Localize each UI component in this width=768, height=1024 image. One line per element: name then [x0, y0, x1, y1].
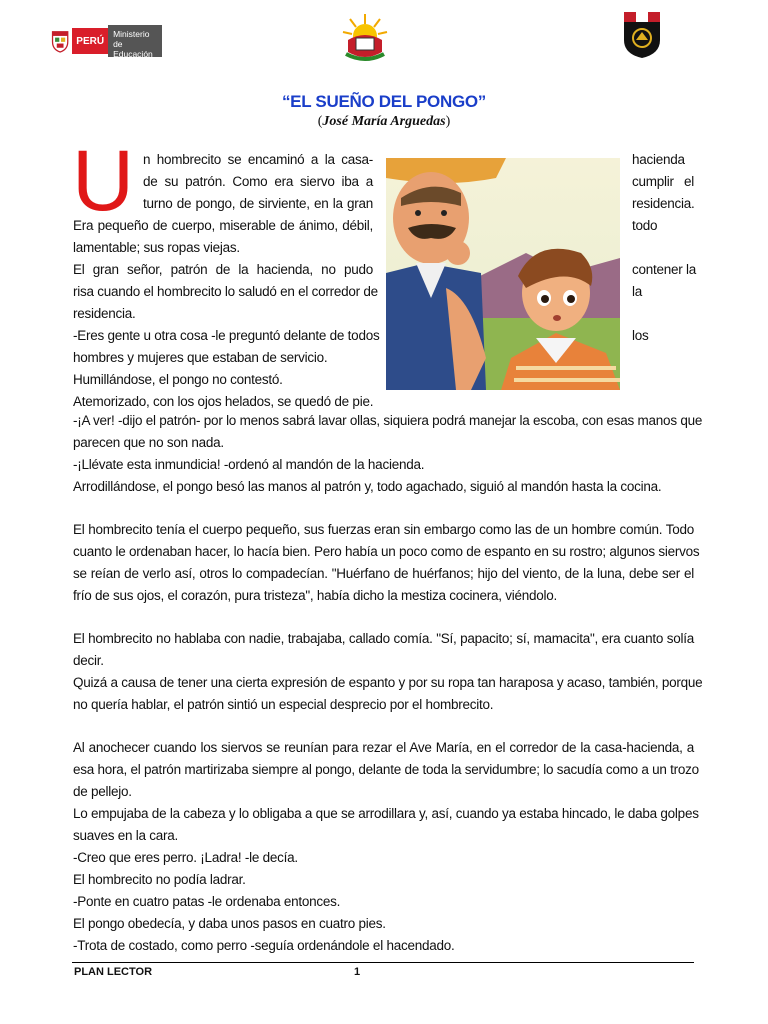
text-line: -Ponte en cuatro patas -le ordenaba entonces. — [73, 894, 341, 909]
text-line: residencia. — [632, 196, 695, 211]
text-line: cumplir el — [632, 174, 694, 189]
text-line: Era pequeño de cuerpo, miserable de ánimo, débil, — [73, 218, 373, 233]
text-line: -¡Llévate esta inmundicia! -ordenó al mandón de la hacienda. — [73, 457, 425, 472]
minedu-logo — [50, 22, 162, 60]
story-author: (José María Arguedas) — [317, 114, 451, 129]
text-line: no quería hablar, el patrón sintió un especial desprecio por el hombrecito. — [73, 697, 494, 712]
text-line: lamentable; sus ropas viejas. — [73, 240, 240, 255]
footer-label: PLAN LECTOR — [74, 966, 153, 978]
text-line: se reían de verlo así, otros lo compadecían. "Huérfano de huérfanos; hijo del viento, de la luna, debe ser el — [73, 566, 694, 581]
page-number: 1 — [354, 966, 361, 978]
text-line: esa hora, el patrón martirizaba siempre al pongo, delante de toda la servidumbre; lo sacudía como a un trozo — [73, 762, 699, 777]
text-line: -Creo que eres perro. ¡Ladra! -le decía. — [73, 850, 298, 865]
peru-label: PERÚ — [72, 28, 108, 54]
ministry-line2: de Educación — [113, 39, 153, 59]
text-line: turno de pongo, de sirviente, en la gran — [143, 196, 373, 211]
text-line: Quizá a causa de tener una cierta expresión de espanto y por su ropa tan haraposa y acaso, también, porque — [73, 675, 703, 690]
text-line: hombres y mujeres que estaban de servicio. — [73, 350, 328, 365]
ministry-line1: Ministerio — [113, 29, 150, 39]
text-line: El hombrecito no podía ladrar. — [73, 872, 246, 887]
text-line: El hombrecito tenía el cuerpo pequeño, sus fuerzas eran sin embargo como las de un hombre común. Todo — [73, 522, 694, 537]
text-line: Arrodillándose, el pongo besó las manos al patrón y, todo agachado, siguió al mandón hasta la cocina. — [73, 479, 662, 494]
text-line: n hombrecito se encaminó a la casa- — [143, 152, 373, 167]
text-line: de pellejo. — [73, 784, 132, 799]
text-line: todo — [632, 218, 658, 233]
text-line: Lo empujaba de la cabeza y lo obligaba a que se arrodillara y, así, cuando ya estaba hincado, le daba golpes — [73, 806, 699, 821]
text-line: Al anochecer cuando los siervos se reunían para rezar el Ave María, en el corredor de la casa-hacienda, a — [73, 740, 694, 755]
footer-rule — [72, 962, 694, 963]
peru-shield-icon — [50, 26, 70, 56]
text-line: los — [632, 328, 649, 343]
text-line: decir. — [73, 653, 104, 668]
text-line: El hombrecito no hablaba con nadie, trabajaba, callado comía. "Sí, papacito; sí, mamacita", era cuanto solía — [73, 631, 694, 646]
text-line: la — [632, 284, 643, 299]
text-line: frío de sus ojos, el corazón, pura tristeza", había dicho la mestiza cocinera, viéndolo. — [73, 588, 558, 603]
text-line: residencia. — [73, 306, 136, 321]
ministry-label — [108, 25, 162, 57]
text-line: -Trota de costado, como perro -seguía ordenándole el hacendado. — [73, 938, 455, 953]
text-line: de su patrón. Como era siervo iba a — [143, 174, 373, 189]
text-line: -¡A ver! -dijo el patrón- por lo menos sabrá lavar ollas, siquiera podrá manejar la escoba, con esas manos que — [73, 413, 703, 428]
text-line: risa cuando el hombrecito lo saludó en el corredor de — [73, 284, 378, 299]
institution-shield-icon — [622, 10, 662, 60]
drop-cap: U — [72, 133, 135, 229]
author-name: José María Arguedas — [322, 114, 446, 129]
text-line: suaves en la cara. — [73, 828, 179, 843]
text-line: cuanto le ordenaban hacer, lo hacía bien. Pero había un poco como de espanto en su rostro; algunos siervos — [73, 544, 700, 559]
story-illustration — [386, 158, 620, 390]
story-title: “EL SUEÑO DEL PONGO” — [281, 92, 487, 111]
text-line: Atemorizado, con los ojos helados, se quedó de pie. — [73, 394, 374, 409]
text-line: contener la — [632, 262, 697, 277]
text-line: parecen que no son nada. — [73, 435, 224, 450]
text-line: El gran señor, patrón de la hacienda, no pudo — [73, 262, 373, 277]
school-emblem-icon — [338, 10, 392, 64]
text-line: Humillándose, el pongo no contestó. — [73, 372, 283, 387]
page-header — [0, 0, 768, 80]
text-line: hacienda — [632, 152, 685, 167]
text-line: -Eres gente u otra cosa -le preguntó delante de todos — [73, 328, 380, 343]
text-line: El pongo obedecía, y daba unos pasos en cuatro pies. — [73, 916, 386, 931]
